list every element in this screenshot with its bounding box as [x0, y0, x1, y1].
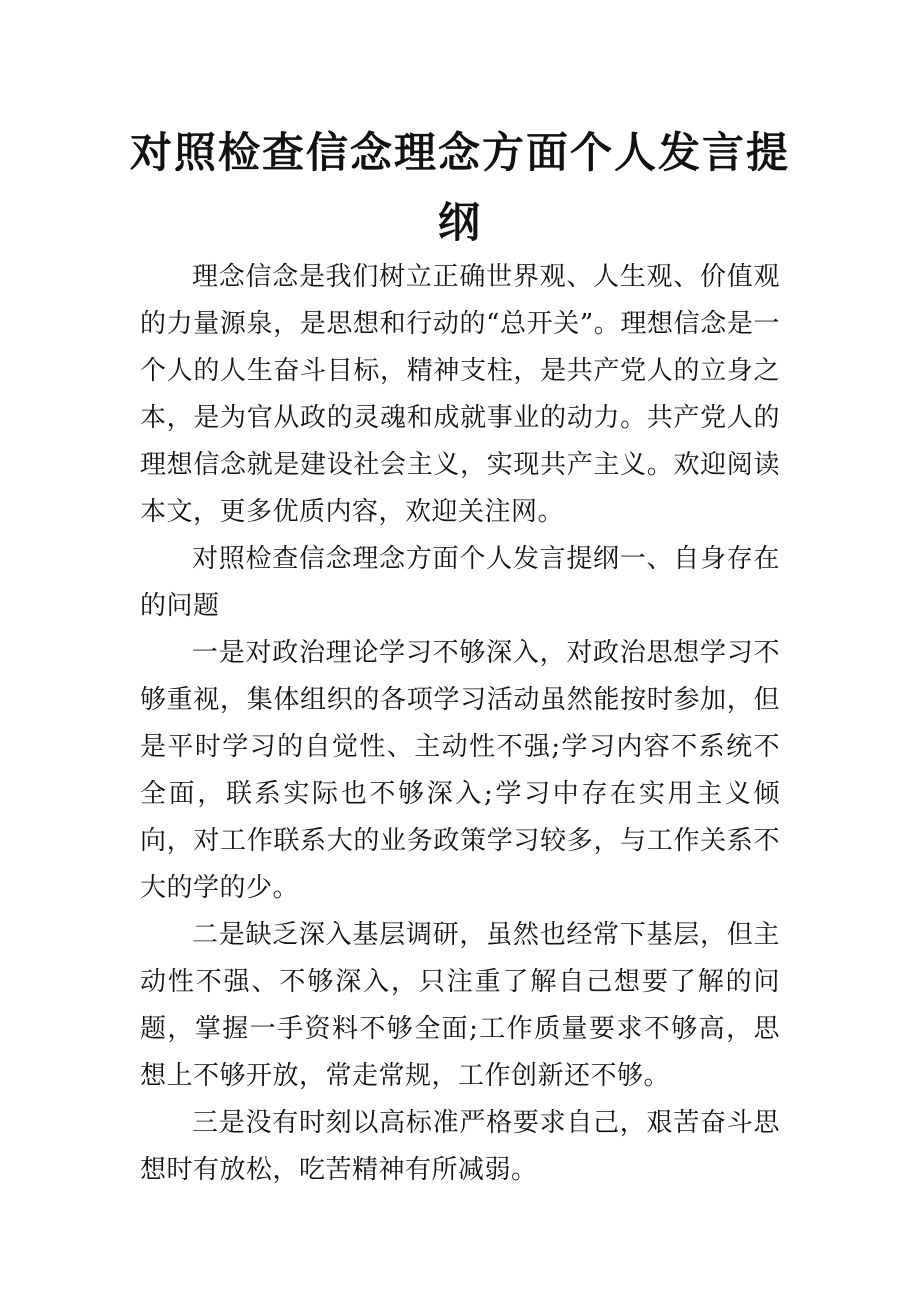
- paragraph-issue-three: 三是没有时刻以高标准严格要求自己，艰苦奋斗思想时有放松，吃苦精神有所减弱。: [140, 1108, 780, 1185]
- document-body: [140, 254, 780, 1194]
- document-title: 对照检查信念理念方面个人发言提纲: [130, 128, 791, 247]
- paragraph-issue-one: 一是对政治理论学习不够深入，对政治思想学习不够重视，集体组织的各项学习活动虽然能按时参加，但是平时学习的自觉性、主动性不强;学习内容不系统不全面，联系实际也不够深入;学习中存在实用主义倾向，对工作联系大的业务政策学习较多，与工作关系不大的学的少。: [140, 638, 780, 903]
- paragraph-section-heading: 对照检查信念理念方面个人发言提纲一、自身存在的问题: [140, 544, 780, 621]
- paragraph-intro: 理念信念是我们树立正确世界观、人生观、价值观的力量源泉，是思想和行动的“总开关”。理想信念是一个人的人生奋斗目标，精神支柱，是共产党人的立身之本，是为官从政的灵魂和成就事业的动力。共产党人的理想信念就是建设社会主义，实现共产主义。欢迎阅读本文，更多优质内容，欢迎关注网。: [140, 262, 780, 527]
- paragraph-issue-two: 二是缺乏深入基层调研，虽然也经常下基层，但主动性不强、不够深入，只注重了解自己想要了解的问题，掌握一手资料不够全面;工作质量要求不够高，思想上不够开放，常走常规，工作创新还不够。: [140, 920, 780, 1091]
